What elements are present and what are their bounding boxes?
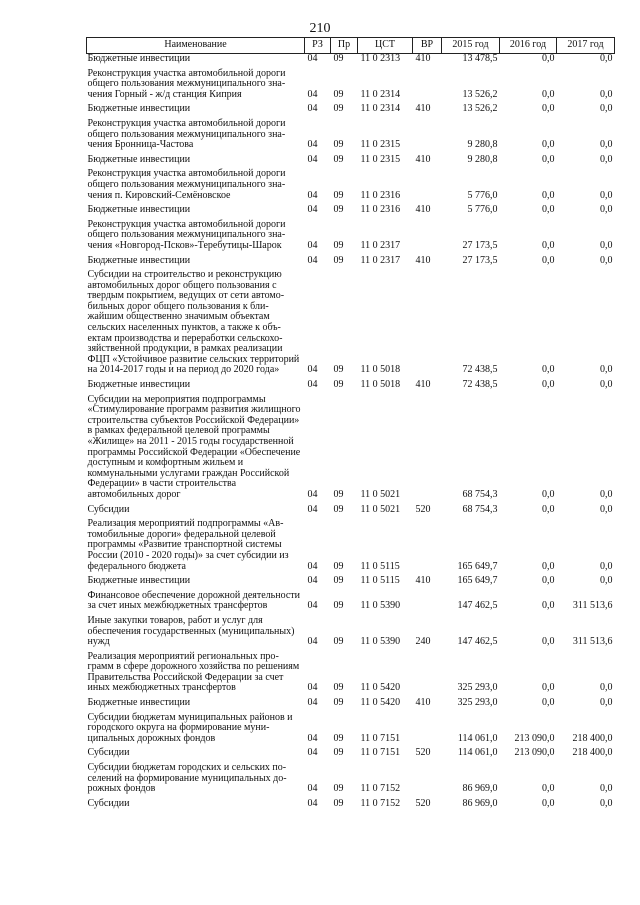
cell-2016: 213 090,0 bbox=[514, 732, 555, 744]
cell-vr bbox=[413, 165, 442, 201]
table-header-row bbox=[87, 38, 615, 54]
table-row bbox=[87, 165, 615, 201]
table-row bbox=[87, 266, 615, 376]
table-row bbox=[87, 587, 615, 612]
cell-2017: 0,0 bbox=[600, 783, 613, 795]
cell-vr: 520 bbox=[415, 797, 431, 809]
cell-2015: 27 173,5 bbox=[462, 239, 498, 251]
cell-2017: 0,0 bbox=[600, 575, 613, 587]
cell-cst: 11 0 2313 bbox=[360, 53, 401, 64]
cell-vr: 520 bbox=[415, 747, 431, 759]
table-row bbox=[87, 709, 615, 745]
cell-name: Иные закупки товаров, работ и услуг для обеспечения государственных (муниципальных) нужд bbox=[87, 614, 295, 648]
cell-name: Бюджетные инвестиции bbox=[87, 254, 191, 266]
cell-pr: 09 bbox=[333, 103, 344, 115]
cell-2016: 0,0 bbox=[542, 88, 555, 100]
cell-name: Субсидии на мероприятия подпрограммы «Стимулирование программ развития жилищного строительства субъектов Российской Федерации» в рамках федеральной целевой программы «Жилище» на 2011 - 2015 годы государственной программы Российской Федерации «Обеспечение доступным и комфортным жильем и коммунальными услугами граждан Российской Федерации» в части строительства автомобильных дорог bbox=[87, 393, 301, 500]
cell-2017: 311 513,6 bbox=[572, 636, 613, 648]
cell-2017: 0,0 bbox=[600, 254, 613, 266]
cell-2016: 0,0 bbox=[542, 379, 555, 391]
cell-pr: 09 bbox=[333, 560, 344, 572]
cell-2017: 0,0 bbox=[600, 503, 613, 515]
header-pr: Пр bbox=[331, 38, 358, 54]
cell-cst: 11 0 7152 bbox=[360, 797, 401, 809]
cell-cst: 11 0 2316 bbox=[360, 204, 401, 216]
cell-name: Бюджетные инвестиции bbox=[87, 204, 191, 216]
cell-pr: 09 bbox=[333, 732, 344, 744]
table-row bbox=[87, 65, 615, 101]
cell-name: Реконструкция участка автомобильной дороги общего пользования межмуниципального значения «Новгород-Псков»-Теребутицы-Шарок bbox=[87, 218, 286, 251]
cell-2016: 0,0 bbox=[542, 697, 555, 709]
cell-vr bbox=[413, 115, 442, 151]
cell-cst: 11 0 7151 bbox=[360, 747, 401, 759]
cell-pr: 09 bbox=[333, 575, 344, 587]
cell-pr: 09 bbox=[333, 682, 344, 694]
cell-cst: 11 0 2315 bbox=[360, 139, 401, 151]
cell-2017: 0,0 bbox=[600, 189, 613, 201]
cell-vr bbox=[413, 216, 442, 252]
cell-name: Финансовое обеспечение дорожной деятельности за счет иных межбюджетных трансфертов bbox=[87, 589, 300, 612]
cell-2015: 9 280,8 bbox=[467, 139, 498, 151]
cell-rz: 04 bbox=[307, 53, 318, 64]
cell-2016: 0,0 bbox=[542, 636, 555, 648]
table-row bbox=[87, 201, 615, 216]
cell-pr: 09 bbox=[333, 503, 344, 515]
cell-name: Бюджетные инвестиции bbox=[87, 103, 191, 115]
cell-2015: 114 061,0 bbox=[457, 732, 498, 744]
cell-2015: 147 462,5 bbox=[457, 636, 498, 648]
cell-2015: 72 438,5 bbox=[462, 364, 498, 376]
cell-2016: 0,0 bbox=[542, 488, 555, 500]
header-cst: ЦСТ bbox=[358, 38, 413, 54]
cell-2016: 0,0 bbox=[542, 682, 555, 694]
cell-vr: 410 bbox=[415, 575, 431, 587]
table-row bbox=[87, 115, 615, 151]
cell-rz: 04 bbox=[307, 600, 318, 612]
cell-name: Субсидии bbox=[87, 797, 130, 809]
cell-pr: 09 bbox=[333, 239, 344, 251]
cell-rz: 04 bbox=[307, 254, 318, 266]
cell-2017: 0,0 bbox=[600, 103, 613, 115]
cell-name: Реализация мероприятий региональных программ в сфере дорожного хозяйства по решениям Правительства Российской Федерации за счет иных межбюджетных трансфертов bbox=[87, 650, 300, 694]
cell-pr: 09 bbox=[333, 53, 344, 64]
cell-2015: 13 526,2 bbox=[462, 88, 498, 100]
cell-2017: 0,0 bbox=[600, 88, 613, 100]
cell-rz: 04 bbox=[307, 783, 318, 795]
cell-2015: 114 061,0 bbox=[457, 747, 498, 759]
cell-2016: 0,0 bbox=[542, 600, 555, 612]
cell-2017: 0,0 bbox=[600, 797, 613, 809]
cell-name: Реконструкция участка автомобильной дороги общего пользования межмуниципального значения Бронница-Частова bbox=[87, 117, 286, 151]
cell-2015: 5 776,0 bbox=[467, 189, 498, 201]
cell-name: Бюджетные инвестиции bbox=[87, 153, 191, 165]
cell-name: Субсидии bbox=[87, 747, 130, 759]
cell-rz: 04 bbox=[307, 379, 318, 391]
cell-rz: 04 bbox=[307, 364, 318, 376]
cell-rz: 04 bbox=[307, 503, 318, 515]
cell-2015: 325 293,0 bbox=[457, 682, 498, 694]
cell-rz: 04 bbox=[307, 682, 318, 694]
cell-cst: 11 0 5390 bbox=[360, 636, 401, 648]
cell-cst: 11 0 7151 bbox=[360, 732, 401, 744]
cell-cst: 11 0 5018 bbox=[360, 364, 401, 376]
cell-2016: 0,0 bbox=[542, 364, 555, 376]
cell-cst: 11 0 2316 bbox=[360, 189, 401, 201]
cell-2017: 0,0 bbox=[600, 379, 613, 391]
cell-name: Реализация мероприятий подпрограммы «Автомобильные дороги» федеральной целевой программы «Развитие транспортной системы России (2010 - 2020 годы)» за счет субсидии из федерального бюджета bbox=[87, 518, 289, 572]
cell-name: Субсидии bbox=[87, 503, 130, 515]
cell-pr: 09 bbox=[333, 139, 344, 151]
table-row bbox=[87, 100, 615, 115]
cell-name: Бюджетные инвестиции bbox=[87, 379, 191, 391]
cell-2017: 0,0 bbox=[600, 153, 613, 165]
cell-name: Субсидии бюджетам муниципальных районов и городского округа на формирование муниципальных дорожных фондов bbox=[87, 711, 293, 744]
cell-2016: 213 090,0 bbox=[514, 747, 555, 759]
budget-table bbox=[86, 37, 615, 809]
cell-vr: 410 bbox=[415, 53, 431, 64]
cell-pr: 09 bbox=[333, 488, 344, 500]
table-row bbox=[87, 391, 615, 501]
cell-cst: 11 0 2314 bbox=[360, 88, 401, 100]
header-2017: 2017 год bbox=[557, 38, 615, 54]
cell-2015: 5 776,0 bbox=[467, 204, 498, 216]
cell-rz: 04 bbox=[307, 189, 318, 201]
cell-2016: 0,0 bbox=[542, 560, 555, 572]
cell-pr: 09 bbox=[333, 600, 344, 612]
cell-2017: 0,0 bbox=[600, 682, 613, 694]
cell-2016: 0,0 bbox=[542, 189, 555, 201]
cell-vr: 410 bbox=[415, 379, 431, 391]
cell-2015: 13 526,2 bbox=[462, 103, 498, 115]
cell-cst: 11 0 5420 bbox=[360, 682, 401, 694]
cell-cst: 11 0 5420 bbox=[360, 697, 401, 709]
cell-cst: 11 0 5021 bbox=[360, 488, 401, 500]
cell-2015: 68 754,3 bbox=[462, 503, 498, 515]
cell-2016: 0,0 bbox=[542, 254, 555, 266]
cell-2016: 0,0 bbox=[542, 503, 555, 515]
table-row bbox=[87, 694, 615, 709]
cell-pr: 09 bbox=[333, 254, 344, 266]
header-rz: РЗ bbox=[305, 38, 331, 54]
cell-cst: 11 0 7152 bbox=[360, 783, 401, 795]
cell-2015: 27 173,5 bbox=[462, 254, 498, 266]
cell-pr: 09 bbox=[333, 204, 344, 216]
cell-pr: 09 bbox=[333, 88, 344, 100]
cell-2016: 0,0 bbox=[542, 239, 555, 251]
cell-rz: 04 bbox=[307, 88, 318, 100]
table-row bbox=[87, 515, 615, 572]
cell-2016: 0,0 bbox=[542, 103, 555, 115]
cell-vr bbox=[413, 587, 442, 612]
cell-2015: 147 462,5 bbox=[457, 600, 498, 612]
cell-rz: 04 bbox=[307, 239, 318, 251]
cell-vr: 410 bbox=[415, 103, 431, 115]
table-row bbox=[87, 216, 615, 252]
table-row bbox=[87, 572, 615, 587]
cell-cst: 11 0 5390 bbox=[360, 600, 401, 612]
cell-rz: 04 bbox=[307, 732, 318, 744]
cell-2017: 0,0 bbox=[600, 139, 613, 151]
cell-vr bbox=[413, 266, 442, 376]
cell-pr: 09 bbox=[333, 364, 344, 376]
cell-2015: 325 293,0 bbox=[457, 697, 498, 709]
cell-rz: 04 bbox=[307, 103, 318, 115]
cell-2017: 311 513,6 bbox=[572, 600, 613, 612]
table-row bbox=[87, 759, 615, 795]
cell-name: Бюджетные инвестиции bbox=[87, 575, 191, 587]
cell-2017: 0,0 bbox=[600, 488, 613, 500]
table-row bbox=[87, 795, 615, 810]
cell-pr: 09 bbox=[333, 747, 344, 759]
table-row bbox=[87, 501, 615, 516]
cell-vr: 410 bbox=[415, 254, 431, 266]
cell-cst: 11 0 5021 bbox=[360, 503, 401, 515]
cell-vr: 410 bbox=[415, 153, 431, 165]
header-2016: 2016 год bbox=[500, 38, 557, 54]
cell-rz: 04 bbox=[307, 204, 318, 216]
cell-2015: 72 438,5 bbox=[462, 379, 498, 391]
cell-2016: 0,0 bbox=[542, 153, 555, 165]
page-number: 210 bbox=[309, 21, 331, 36]
cell-vr bbox=[413, 709, 442, 745]
cell-2016: 0,0 bbox=[542, 797, 555, 809]
cell-name: Бюджетные инвестиции bbox=[87, 697, 191, 709]
cell-vr: 240 bbox=[415, 636, 431, 648]
cell-2017: 0,0 bbox=[600, 204, 613, 216]
cell-pr: 09 bbox=[333, 153, 344, 165]
cell-2017: 0,0 bbox=[600, 697, 613, 709]
table-row bbox=[87, 376, 615, 391]
cell-name: Субсидии на строительство и реконструкцию автомобильных дорог общего пользования с твердым покрытием, ведущих от сети автомобильных дорог общего пользования к ближайшим общественно значимым объектам сельских населенных пунктов, а также к объектам производства и переработки сельскохозяйственной продукции, в рамках реализации ФЦП «Устойчивое развитие сельских территорий на 2014-2017 годы и на период до 2020 года» bbox=[87, 269, 300, 376]
cell-2017: 0,0 bbox=[600, 560, 613, 572]
cell-pr: 09 bbox=[333, 636, 344, 648]
cell-rz: 04 bbox=[307, 488, 318, 500]
cell-cst: 11 0 5018 bbox=[360, 379, 401, 391]
cell-cst: 11 0 2317 bbox=[360, 239, 401, 251]
table-row bbox=[87, 252, 615, 267]
cell-2015: 68 754,3 bbox=[462, 488, 498, 500]
cell-rz: 04 bbox=[307, 797, 318, 809]
table-row bbox=[87, 54, 615, 65]
cell-cst: 11 0 2315 bbox=[360, 153, 401, 165]
cell-name: Бюджетные инвестиции bbox=[87, 53, 191, 64]
cell-2017: 0,0 bbox=[600, 239, 613, 251]
cell-vr: 520 bbox=[415, 503, 431, 515]
cell-cst: 11 0 2314 bbox=[360, 103, 401, 115]
cell-name: Реконструкция участка автомобильной дороги общего пользования межмуниципального значения Горный - ж/д станция Киприя bbox=[87, 67, 286, 100]
cell-2016: 0,0 bbox=[542, 139, 555, 151]
cell-rz: 04 bbox=[307, 560, 318, 572]
cell-2017: 0,0 bbox=[600, 364, 613, 376]
cell-rz: 04 bbox=[307, 139, 318, 151]
cell-2015: 86 969,0 bbox=[462, 797, 498, 809]
cell-pr: 09 bbox=[333, 697, 344, 709]
cell-2015: 165 649,7 bbox=[457, 560, 498, 572]
table-row bbox=[87, 648, 615, 694]
table-body bbox=[87, 54, 615, 810]
cell-vr bbox=[413, 759, 442, 795]
cell-pr: 09 bbox=[333, 783, 344, 795]
cell-cst: 11 0 5115 bbox=[360, 575, 400, 587]
cell-rz: 04 bbox=[307, 153, 318, 165]
cell-pr: 09 bbox=[333, 797, 344, 809]
cell-2016: 0,0 bbox=[542, 53, 555, 64]
cell-vr bbox=[413, 65, 442, 101]
cell-rz: 04 bbox=[307, 747, 318, 759]
cell-rz: 04 bbox=[307, 697, 318, 709]
cell-2015: 165 649,7 bbox=[457, 575, 498, 587]
cell-name: Субсидии бюджетам городских и сельских поселений на формирование муниципальных дорожных фондов bbox=[87, 762, 287, 795]
cell-vr: 410 bbox=[415, 204, 431, 216]
cell-cst: 11 0 5115 bbox=[360, 560, 400, 572]
header-vr: ВР bbox=[413, 38, 442, 54]
cell-2017: 0,0 bbox=[600, 53, 613, 64]
cell-2016: 0,0 bbox=[542, 204, 555, 216]
cell-2017: 218 400,0 bbox=[572, 732, 613, 744]
cell-vr: 410 bbox=[415, 697, 431, 709]
table-row bbox=[87, 612, 615, 648]
cell-2015: 9 280,8 bbox=[467, 153, 498, 165]
header-2015: 2015 год bbox=[442, 38, 500, 54]
table-row bbox=[87, 151, 615, 166]
table-row bbox=[87, 744, 615, 759]
cell-pr: 09 bbox=[333, 379, 344, 391]
cell-2017: 218 400,0 bbox=[572, 747, 613, 759]
cell-cst: 11 0 2317 bbox=[360, 254, 401, 266]
header-name: Наименование bbox=[87, 38, 305, 54]
cell-vr bbox=[413, 391, 442, 501]
cell-2015: 86 969,0 bbox=[462, 783, 498, 795]
cell-vr bbox=[413, 515, 442, 572]
cell-rz: 04 bbox=[307, 575, 318, 587]
cell-2016: 0,0 bbox=[542, 575, 555, 587]
cell-vr bbox=[413, 648, 442, 694]
cell-name: Реконструкция участка автомобильной дороги общего пользования межмуниципального значения п. Кировский-Семёновское bbox=[87, 168, 286, 201]
cell-pr: 09 bbox=[333, 189, 344, 201]
cell-2016: 0,0 bbox=[542, 783, 555, 795]
cell-2015: 13 478,5 bbox=[462, 53, 498, 64]
cell-rz: 04 bbox=[307, 636, 318, 648]
